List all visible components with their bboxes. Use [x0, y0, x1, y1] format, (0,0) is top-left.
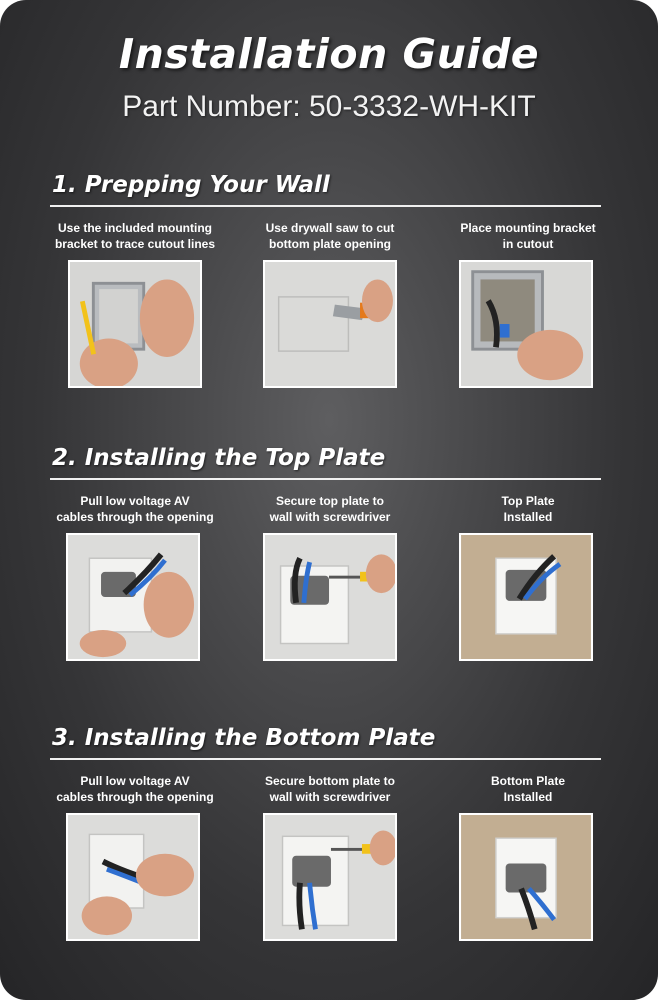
section-divider: [50, 758, 601, 760]
drywall-saw-photo: [263, 260, 397, 388]
section-prepping-wall: [0, 172, 658, 422]
pull-cables-bottom-photo: [66, 813, 200, 941]
tracing-bracket-photo: [68, 260, 202, 388]
section-bottom-plate: [0, 725, 658, 975]
section-heading: 2. Installing the Top Plate: [52, 445, 386, 471]
step-caption: Pull low voltage AV cables through the opening: [56, 774, 214, 804]
step-caption: Top Plate Installed: [501, 494, 555, 524]
screw-bottom-plate-photo: [263, 813, 397, 941]
pull-cables-top-photo: [66, 533, 200, 661]
section-heading: 1. Prepping Your Wall: [52, 172, 330, 198]
step-caption: Pull low voltage AV cables through the opening: [56, 494, 214, 524]
screw-top-plate-photo: [263, 533, 397, 661]
step-caption: Bottom Plate Installed: [490, 774, 565, 804]
bottom-plate-installed-photo: [459, 813, 593, 941]
section-divider: [50, 205, 601, 207]
step-caption: Secure top plate to wall with screwdriver: [269, 494, 391, 524]
step-caption: Place mounting bracket in cutout: [460, 221, 596, 251]
step-caption: Use the included mounting bracket to trace cutout lines: [54, 221, 216, 251]
section-heading: 3. Installing the Bottom Plate: [52, 725, 436, 751]
part-number: Part Number: 50-3332-WH-KIT: [122, 90, 536, 123]
top-plate-installed-photo: [459, 533, 593, 661]
page-title: Installation Guide: [118, 30, 540, 78]
step-caption: Use drywall saw to cut bottom plate opening: [265, 221, 395, 251]
section-top-plate: [0, 445, 658, 695]
step-caption: Secure bottom plate to wall with screwdriver: [264, 774, 395, 804]
bracket-in-cutout-photo: [459, 260, 593, 388]
section-divider: [50, 478, 601, 480]
